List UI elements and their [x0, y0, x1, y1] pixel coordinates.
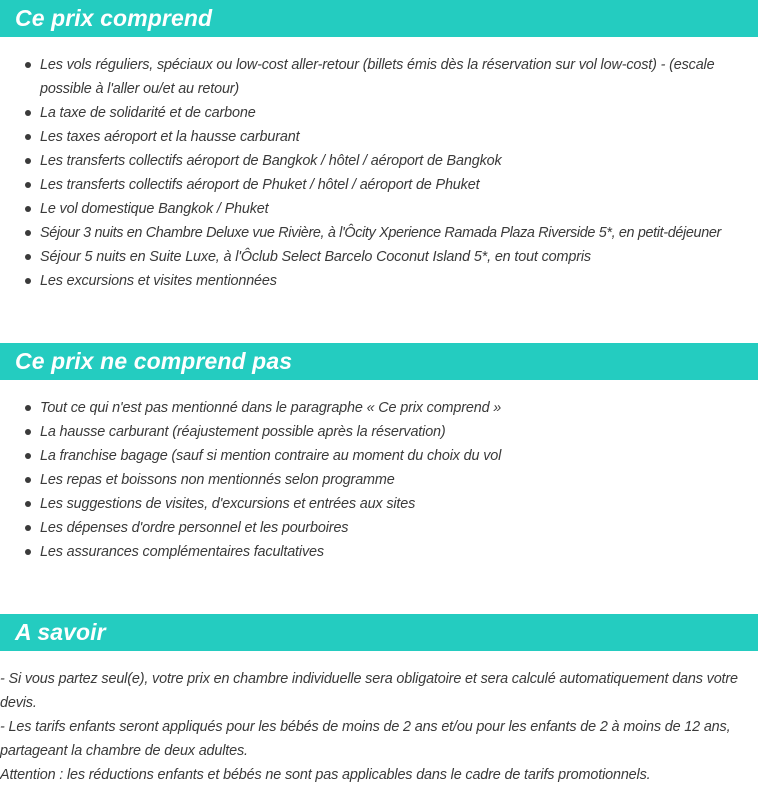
list-item [0, 245, 758, 269]
info-text [0, 667, 758, 787]
list-item [0, 197, 758, 221]
list-item [0, 125, 758, 149]
list-item-text: Les taxes aéroport et la hausse carburant [40, 129, 300, 145]
bullet-icon [25, 206, 31, 212]
list-item-text: Tout ce qui n'est pas mentionné dans le paragraphe « Ce prix comprend » [40, 400, 502, 416]
list-item-text: Les assurances complémentaires facultatives [40, 544, 324, 560]
list-item-text: La franchise bagage (sauf si mention contraire au moment du choix du vol [40, 448, 502, 464]
list-item-text: La hausse carburant (réajustement possible après la réservation) [40, 424, 446, 440]
bullet-icon [25, 182, 31, 188]
list-item-text: Les suggestions de visites, d'excursions et entrées aux sites [40, 496, 416, 512]
list-item-text: Le vol domestique Bangkok / Phuket [40, 201, 269, 217]
bullet-icon [25, 549, 31, 555]
info-paragraph: - Si vous partez seul(e), votre prix en chambre individuelle sera obligatoire et sera calculé automatiquement dans votre devis. [0, 671, 738, 711]
list-item-text: Les transferts collectifs aéroport de Phuket / hôtel / aéroport de Phuket [40, 177, 480, 193]
list-item [0, 101, 758, 125]
includes-header: Ce prix comprend [0, 0, 758, 37]
list-item [0, 516, 758, 540]
list-item [0, 149, 758, 173]
list-item-text: Les excursions et visites mentionnées [40, 273, 277, 289]
bullet-icon [25, 405, 31, 411]
list-item [0, 221, 758, 245]
bullet-icon [25, 158, 31, 164]
list-item-text: La taxe de solidarité et de carbone [40, 105, 256, 121]
list-item-text: Les vols réguliers, spéciaux ou low-cost aller-retour (billets émis dès la réservation sur vol low-cost) - (escale possible à l'aller ou/et au retour) [40, 57, 715, 97]
list-item-text: Les transferts collectifs aéroport de Bangkok / hôtel / aéroport de Bangkok [40, 153, 502, 169]
bullet-icon [25, 254, 31, 260]
bullet-icon [25, 525, 31, 531]
list-item [0, 420, 758, 444]
info-paragraph: Attention : les réductions enfants et bébés ne sont pas applicables dans le cadre de tarifs promotionnels. [0, 767, 651, 783]
bullet-icon [25, 453, 31, 459]
info-header: A savoir [0, 614, 758, 651]
list-item [0, 269, 758, 293]
bullet-icon [25, 477, 31, 483]
list-item [0, 53, 758, 101]
list-item-text: Séjour 3 nuits en Chambre Deluxe vue Rivière, à l'Ôcity Xperience Ramada Plaza Riverside 5*, en petit-déjeuner [40, 225, 721, 241]
bullet-icon [25, 230, 31, 236]
bullet-icon [25, 429, 31, 435]
list-item [0, 540, 758, 564]
list-item-text: Les repas et boissons non mentionnés selon programme [40, 472, 395, 488]
list-item [0, 492, 758, 516]
info-paragraph: - Les tarifs enfants seront appliqués pour les bébés de moins de 2 ans et/ou pour les enfants de 2 à moins de 12 ans, partageant la chambre de deux adultes. [0, 719, 731, 759]
list-item [0, 173, 758, 197]
bullet-icon [25, 134, 31, 140]
list-item [0, 468, 758, 492]
list-item [0, 444, 758, 468]
excludes-list [0, 396, 758, 564]
bullet-icon [25, 501, 31, 507]
bullet-icon [25, 62, 31, 68]
list-item [0, 396, 758, 420]
list-item-text: Les dépenses d'ordre personnel et les pourboires [40, 520, 349, 536]
list-item-text: Séjour 5 nuits en Suite Luxe, à l'Ôclub Select Barcelo Coconut Island 5*, en tout compris [40, 249, 591, 265]
bullet-icon [25, 110, 31, 116]
includes-list [0, 53, 758, 293]
excludes-header: Ce prix ne comprend pas [0, 343, 758, 380]
bullet-icon [25, 278, 31, 284]
